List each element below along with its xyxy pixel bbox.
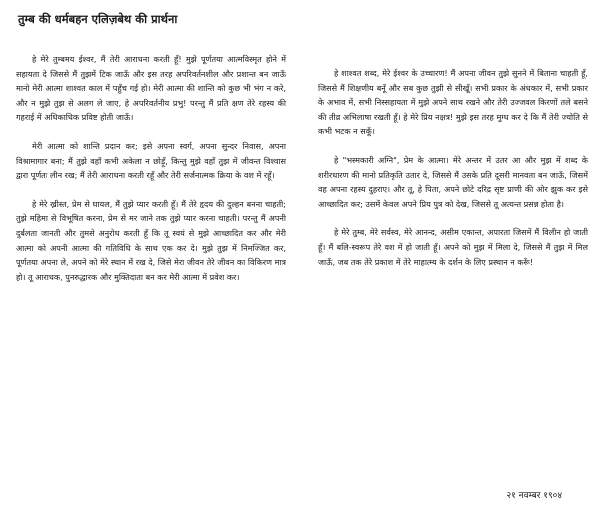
- paragraph: मेरी आत्मा को शान्ति प्रदान कर; इसे अपना स्वर्ग, अपना सुन्दर निवास, अपना विश्रामागार बना; मैं तुझे वहाँ कभी अकेला न छोड़ूँ, किन्तु मुझे वहाँ तुझ में जीवन्त विश्वास द्वारा पूर्णतः लीन रख; मैं तेरी आराधना करती रहूँ और तेरी सर्जनात्मक क्रिया के वश में रहूँ।: [16, 140, 286, 181]
- document-title: तुम्ब की धर्मबहन एलिज़बेथ की प्रार्थना: [18, 12, 178, 26]
- document-date: २१ नवम्बर १९०४: [506, 491, 562, 501]
- right-column: [318, 66, 588, 269]
- paragraph: हे मेरे तुम्ब, मेरे सर्वस्व, मेरे आनन्द, असीम एकान्त, अपारता जिसमें मैं विलीन हो जाती हूँ। मैं बलि-स्वरूप तेरे वश में हो जाती हूँ। अपने को मुझ में मिला दे, जिससे मैं तुझ में मिल जाऊँ, जब तक तेरे प्रकाश में तेरे माहात्म्य के दर्शन के लिए प्रस्थान न करूँ!: [318, 227, 588, 267]
- paragraph: हे "भस्मकारी अग्नि", प्रेम के आत्मा। मेरे अन्तर में उतर आ और मुझ में शब्द के शरीरधारण की मानो प्रतिकृति उतार दे, जिससे मैं उसके प्रति दूसरी मानवता बन जाऊँ, जिसमें वह अपना रहस्य दुहराए। और तू, हे पिता, अपने छोटे दरिद्र सृष्ट प्राणी की ओर झुक कर इसे आच्छादित कर; उसमें केवल अपने प्रिय पुत्र को देख, जिससे तू अत्यन्त प्रसन्न होता है।: [318, 154, 588, 209]
- paragraph: हे मेरे तुम्बमय ईश्वर, मैं तेरी आराधना करती हूँ! मुझे पूर्णतया आत्मविस्मृत होने में सहायता दे जिससे मैं तुझमें टिक जाऊँ और इस तरह अपरिवर्तनशील और प्रशान्त बन जाऊँ मानो मेरी आत्मा शाश्वत काल में पहुँच गई हो। मेरी आत्मा की शान्ति को कुछ भी भंग न करे, और न मुझे तुझ से अलग ले जाए, हे अपरिवर्तनीय प्रभु! परन्तु मैं प्रति क्षण तेरे रहस्य की गहराई में अधिकाधिक प्रविष्ट होती जाऊँ।: [16, 54, 286, 123]
- paragraph: हे शाश्वत शब्द, मेरे ईश्वर के उच्चारण! मैं अपना जीवन तुझे सुनने में बिताना चाहती हूँ, जिससे मैं शिक्षणीय बनूँ और सब कुछ तुझी से सीखूँ। सभी प्रकार के अंधकार में, सभी प्रकार के अभाव में, सभी निस्सहायता में मुझे अपने साथ रखने और तेरी उज्जवल किरणों तले बसने की तीव्र अभिलाषा रखती हूँ। हे मेरे प्रिय नक्षत्र! मुझे इस तरह मुग्ध कर दे कि मैं तेरी ज्योति से कभी भटक न सकूँ।: [318, 68, 588, 137]
- left-column: [16, 52, 286, 284]
- paragraph: हे मेरे ख्रीस्त, प्रेम से घायल, मैं तुझे प्यार करती हूँ। मैं तेरे हृदय की दुल्हन बनना चाहती; तुझे महिमा से विभूषित करना, प्रेम से मर जाने तक तुझे प्यार करना चाहती। परन्तु मैं अपनी दुर्बलता जानती और तुमसे अनुरोध करती हूँ कि तू स्वयं से मुझे आच्छादित कर और मेरी आत्मा को अपनी आत्मा की गतिविधि के साथ एक कर दे। मुझे तुझ में निमज्जित कर, पूर्णतया अपना ले, अपने को मेरे स्थान में रख दे, जिसे मेरा जीवन तेरे जीवन का विकिरण मात्र हो। तू आराधक, पुनरुद्धारक और मुक्तिदाता बन कर मेरी आत्मा में प्रवेश कर।: [16, 198, 286, 282]
